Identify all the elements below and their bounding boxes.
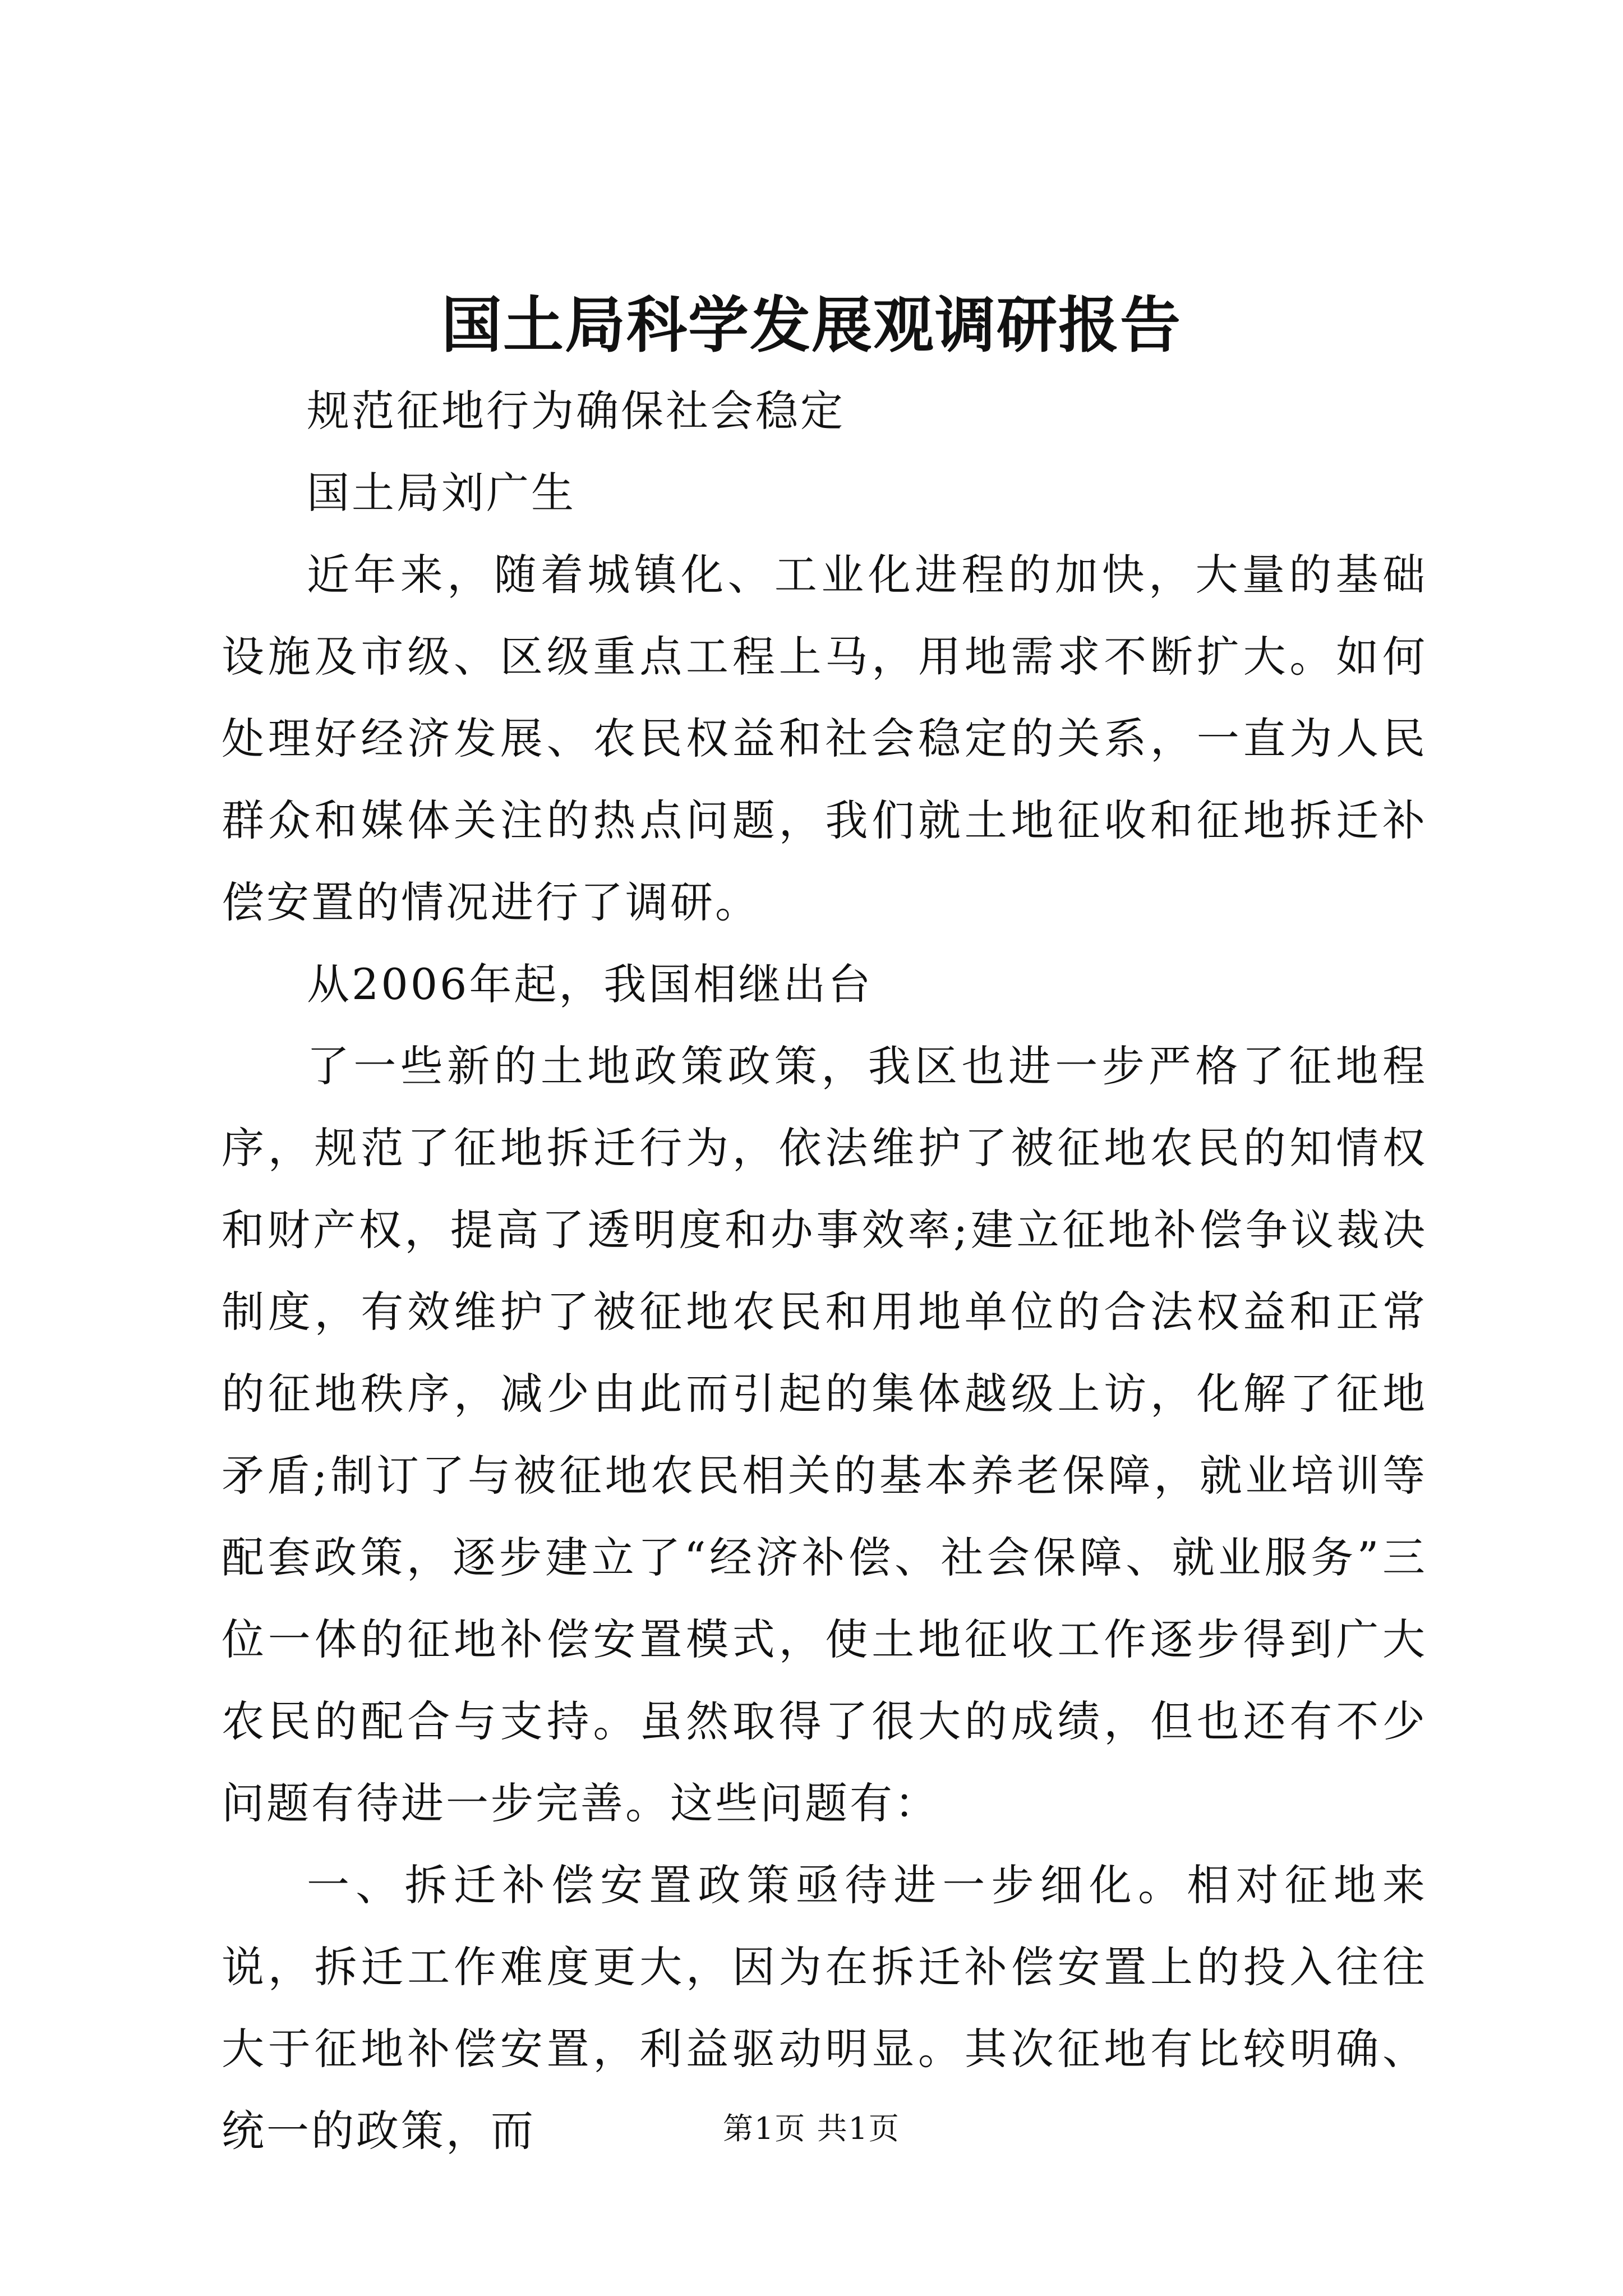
subtitle-paragraph: 规范征地行为确保社会稳定 bbox=[307, 386, 845, 436]
page-number-footer: 第1页 共1页 bbox=[723, 2111, 900, 2146]
document-title: 国土局科学发展观调研报告 bbox=[441, 290, 1182, 361]
body-paragraph: 从2006年起，我国相继出台 bbox=[307, 959, 873, 1009]
author-paragraph: 国土局刘广生 bbox=[307, 468, 576, 518]
body-paragraph: 一、拆迁补偿安置政策亟待进一步细化。相对征地来说，拆迁工作难度更大，因为在拆迁补偿安置上的投入往往大于征地补偿安置，利益驱动明显。其次征地有比较明确、统一的政策，而 bbox=[222, 1860, 1427, 2156]
body-paragraph: 近年来，随着城镇化、工业化进程的加快，大量的基础设施及市级、区级重点工程上马，用地需求不断扩大。如何处理好经济发展、农民权益和社会稳定的关系，一直为人民群众和媒体关注的热点问题，我们就土地征收和征地拆迁补偿安置的情况进行了调研。 bbox=[222, 550, 1427, 927]
document-body bbox=[222, 370, 1427, 2172]
body-paragraph: 了一些新的土地政策政策，我区也进一步严格了征地程序，规范了征地拆迁行为，依法维护了被征地农民的知情权和财产权，提高了透明度和办事效率;建立征地补偿争议裁决制度，有效维护了被征地农民和用地单位的合法权益和正常的征地秩序，减少由此而引起的集体越级上访，化解了征地矛盾;制订了与被征地农民相关的基本养老保障，就业培训等配套政策，逐步建立了“经济补偿、社会保障、就业服务”三位一体的征地补偿安置模式，使土地征收工作逐步得到广大农民的配合与支持。虽然取得了很大的成绩，但也还有不少问题有待进一步完善。这些问题有： bbox=[222, 1041, 1427, 1828]
